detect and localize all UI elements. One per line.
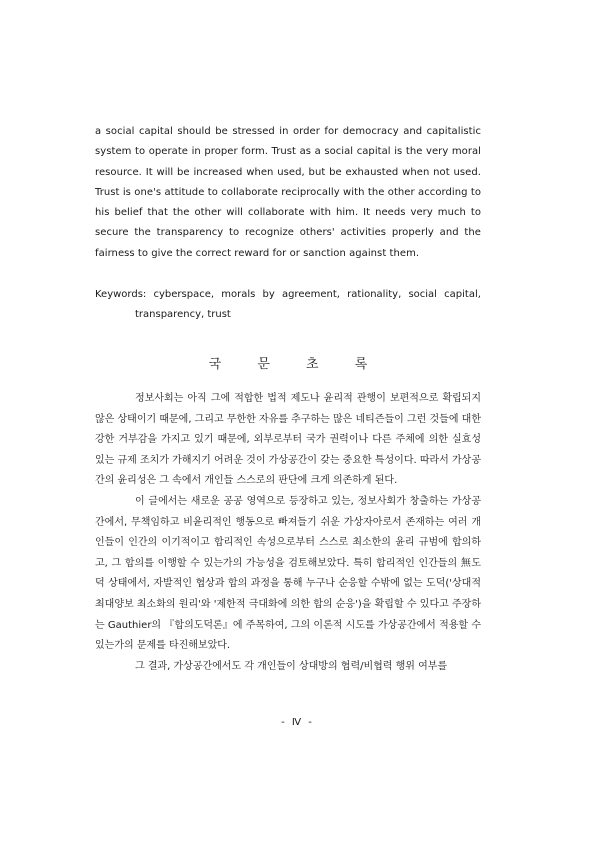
keywords-line-2: transparency, trust (135, 309, 231, 321)
korean-abstract-title: 국 문 초 록 (208, 357, 384, 373)
keyword-item: rationality, (347, 289, 402, 301)
english-abstract-paragraph: a social capital should be stressed in order for democracy and capitalistic system to operate in proper form. Trust as a social capital is the very moral resource. It will be increased when used, but be exhausted when not used. Trust is one's attitude to collaborate reciprocally with the other according to his belief that the other will collaborate with him. It needs very much to secure the transparency to recognize others' activities properly and the fairness to give the correct reward for or sanction against them. (95, 126, 481, 259)
korean-abstract-paragraph: 이 글에서는 새로운 공공 영역으로 등장하고 있는, 정보사회가 창출하는 가상공간에서, 무책임하고 비윤리적인 행동으로 빠져들기 쉬운 가상자아로서 존재하는 여러 개인들이 인간의 이기적이고 합리적인 속성으로부터 스스로 최소한의 윤리 규범에 합의하고, 그 합의를 이행할 수 있는가의 가능성을 검토해보았다. 특히 합리적인 인간들의 無도덕 상태에서, 자발적인 협상과 합의 과정을 통해 누구나 순응할 수밖에 없는 도덕('상대적 최대양보 최소화의 원리'와 '제한적 극대화에 의한 합의 순응')을 확립할 수 있다고 주장하는 Gauthier의 『합의도덕론』에 주목하여, 그의 이론적 시도를 가상공간에서 적용할 수 있는가의 문제를 타진해보았다. (95, 496, 481, 652)
keyword-item: cyberspace, (153, 289, 215, 301)
page-number: - Ⅳ - (281, 717, 314, 728)
keywords-line-1 (95, 285, 481, 305)
english-abstract-continuation (95, 122, 481, 264)
keywords-block (95, 285, 481, 325)
korean-abstract-paragraph: 그 결과, 가상공간에서도 각 개인들이 상대방의 협력/비협력 행위 여부를 (135, 660, 448, 672)
keywords-label: Keywords: (95, 289, 147, 301)
keyword-item: capital, (444, 289, 481, 301)
keyword-item: social (408, 289, 437, 301)
keyword-item: by (262, 289, 275, 301)
keyword-item: agreement, (281, 289, 340, 301)
korean-abstract-paragraph: 정보사회는 아직 그에 적합한 법적 제도나 윤리적 관행이 보편적으로 확립되지 않은 상태이기 때문에, 그리고 무한한 자유를 추구하는 많은 네티즌들이 그런 것들에 대한 강한 거부감을 가지고 있기 때문에, 외부로부터 국가 권력이나 다른 주체에 의한 실효성 있는 규제 조치가 가해지기 어려운 것이 가상공간이 갖는 중요한 특성이다. 따라서 가상공간의 윤리성은 그 속에서 개인들 스스로의 판단에 크게 의존하게 된다. (95, 393, 481, 487)
keyword-item: morals (221, 289, 256, 301)
page-content (95, 122, 481, 677)
korean-abstract-body (95, 389, 481, 677)
